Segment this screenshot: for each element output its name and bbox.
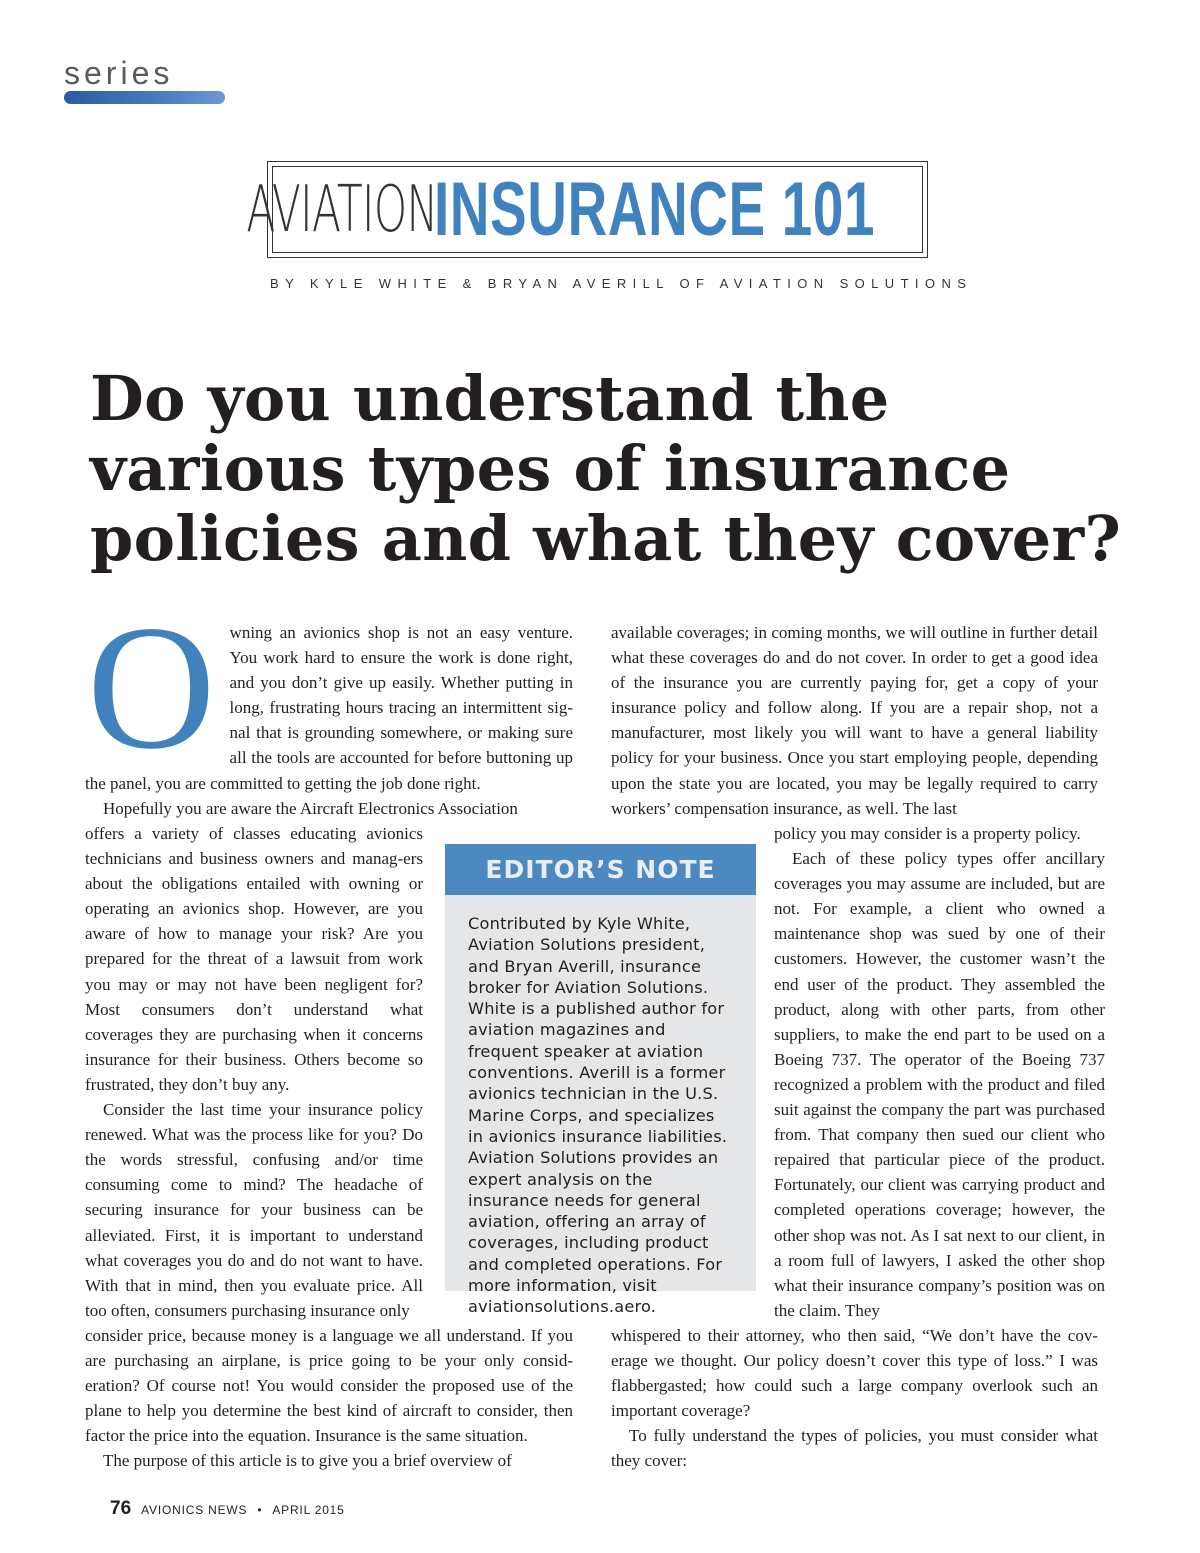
article-col2-narrow [774,821,1105,1323]
article-col1-bottom [85,1323,573,1474]
series-title [246,166,923,253]
publication-name: AVIONICS NEWS [141,1503,248,1517]
article-paragraph: consider price, because money is a language we all understand. If you are purchasing an airplane, is price going to be your only consid-eration? Of course not! You would consider the proposed use of the plane to help you determine the best kind of aircraft to consider, then factor the price into the equation. Insurance is the same situation. [85,1326,573,1446]
article-col1-narrow [85,821,423,1323]
article-paragraph: available coverages; in coming months, we will outline in further detail what these coverages do and do not cover. In order to get a good idea of the insurance you are currently paying for, get a copy of your insurance policy and follow along. If you are a repair shop, not a manufacturer, most likely you will want to have a general liability policy for your business. Once you start employing people, depending upon the state you are located, you may be legally required to carry workers’ compensation insurance, as well. The last [611,623,1098,818]
article-paragraph: Hopefully you are aware the Aircraft Electronics Association [103,798,518,818]
series-title-bold: INSURANCE 101 [433,167,875,252]
section-label: series [64,55,174,91]
article-col1-top [85,588,573,821]
article-paragraph: offers a variety of classes educating avionics technicians and business owners and manag-ers about the obligations entailed with owning or operating an avionics shop. However, are you aware of how to manage your risk? Are you prepared for the threat of a lawsuit from work you may or may not have been negligent for? Most consumers don’t understand what coverages they are purchasing when it concerns insurance for their business. Others become so frustrated, they don’t buy any. [85,824,423,1094]
article-col2-bottom [611,1323,1098,1474]
page-footer [110,1498,345,1520]
article-paragraph: To fully understand the types of policies, you must consider what they cover: [611,1426,1098,1471]
article-paragraph: The purpose of this article is to give you a brief overview of [103,1451,512,1471]
article-paragraph: whispered to their attorney, who then said, “We don’t have the cov-erage we thought. Our policy doesn’t cover this type of loss.” I was flabbergasted; how could such a large company overlook such an important coverage? [611,1326,1098,1421]
drop-cap: O [87,588,216,786]
article-paragraph: Each of these policy types offer ancillary coverages you may assume are included, but are not. For example, a client who owned a maintenance shop was sued by one of their customers. However, the customer wasn’t the end user of the product. They assembled the product, along with other parts, from other suppliers, to make the end part to be used on a Boeing 737. The operator of the Boeing 737 recognized a problem with the product and filed suit against the company the part was purchased from. That company then sued our client who repaired that particular piece of the product. Fortunately, our client was carrying product and completed operations coverage; however, the other shop was not. As I sat next to our client, in a room full of lawyers, I asked the other shop what their insurance company’s position was on the claim. They [774,849,1105,1320]
section-accent-bar [64,91,225,104]
byline: BY KYLE WHITE & BRYAN AVERILL OF AVIATION SOLUTIONS [270,276,973,291]
article-paragraph: policy you may consider is a property policy. [774,824,1081,843]
article-paragraph: Consider the last time your insurance policy renewed. What was the process like for you? Do the words stressful, confusing and/or time consuming come to mind? The headache of securing insurance for your business can be alleviated. First, it is important to understand what coverages you do and do not want to have. With that in mind, then you evaluate price. All too often, consumers purchasing insurance only [85,1100,423,1320]
issue-date: APRIL 2015 [272,1503,345,1517]
series-title-box [246,161,928,258]
article-col2-top [611,620,1098,821]
page-number: 76 [110,1498,132,1519]
headline: Do you understand the various types of insurance policies and what they cover? [90,362,1122,575]
editors-note-heading: EDITOR’S NOTE [445,844,756,895]
series-title-light: AVIATION [246,172,438,247]
editors-note-body: Contributed by Kyle White, Aviation Solutions president, and Bryan Averill, insurance broker for Aviation Solutions. White is a published author for aviation magazines and frequent speaker at aviation conventions. Averill is a former avionics technician in the U.S. Marine Corps, and specializes in avionics insurance liabilities. Aviation Solutions provides an expert analysis on the insurance needs for general aviation, offering an array of coverages, including product and completed operations. For more information, visit aviationsolutions.aero. [468,914,728,1317]
article-paragraph: Owning an avionics shop is not an easy venture. You work hard to ensure the work is done right, and you don’t give up easily. Whether putting in long, frustrating hours tracing an intermittent sig-nal that is grounding somewhere, or making sure all the tools are accounted for before buttoning up the panel, you are committed to getting the job done right. [85,588,573,793]
footer-separator: • [257,1503,263,1517]
editors-note-box [445,844,756,1317]
